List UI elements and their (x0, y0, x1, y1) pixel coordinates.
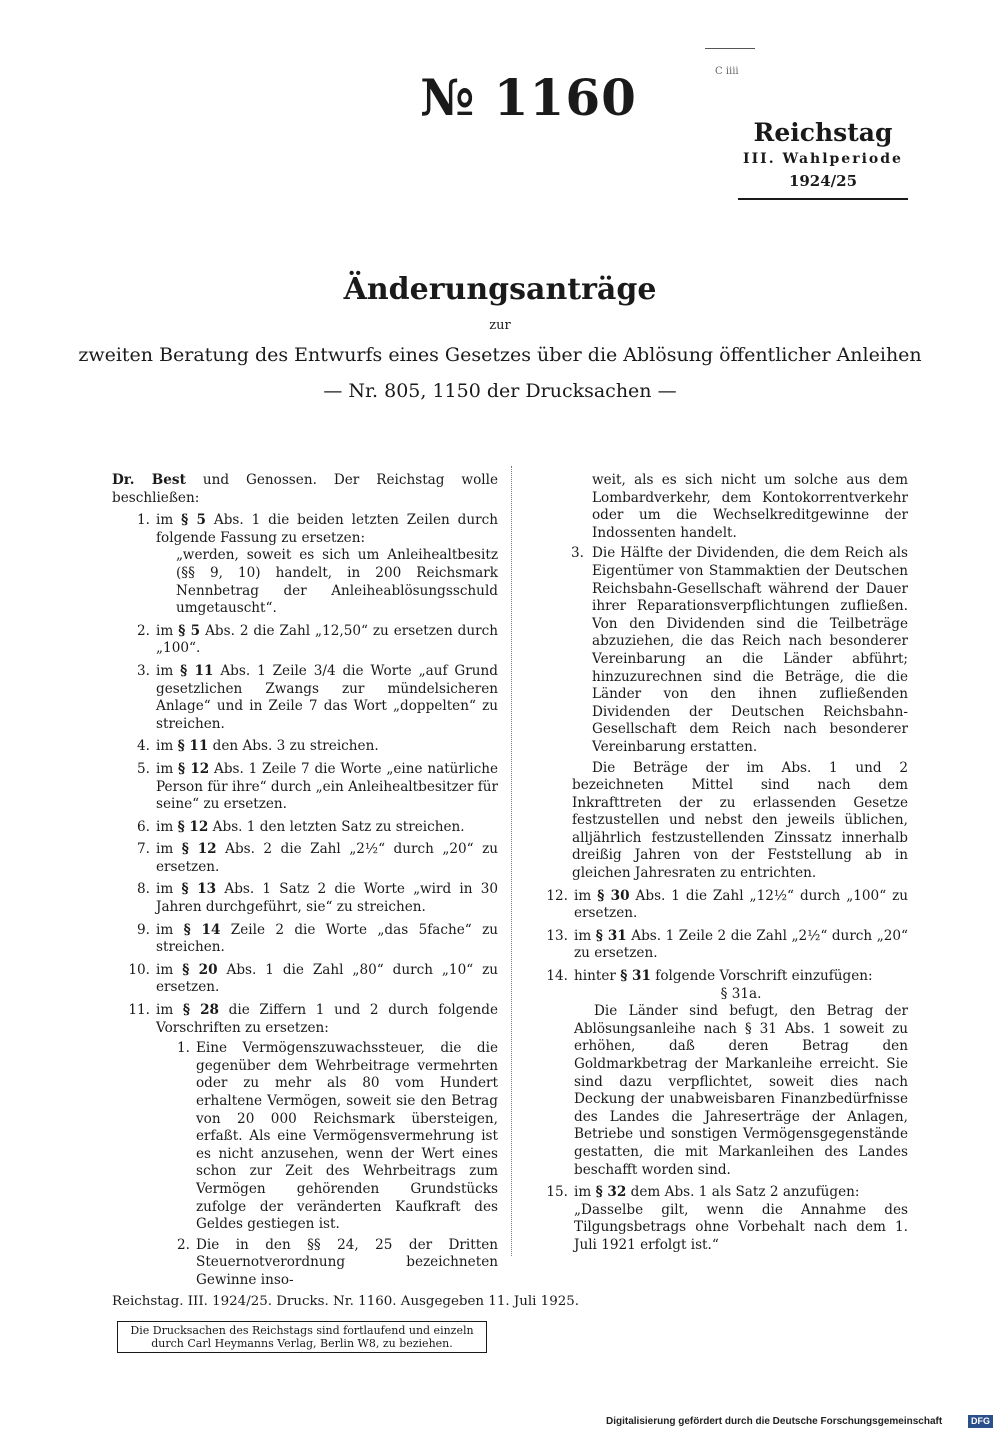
footer-imprint: Reichstag. III. 1924/25. Drucks. Nr. 1160. Ausgegeben 11. Juli 1925. (112, 1294, 580, 1309)
item-number: 12. (546, 887, 568, 904)
amendment-item: 15. im § 32 dem Abs. 1 als Satz 2 anzufügen: „Dasselbe gilt, wenn die Annahme des Tilgungsbetrags ohne Vorbehalt nach dem 1. Juli 1921 erfolgt ist.“ (530, 1184, 908, 1254)
item-number: 6. (137, 818, 150, 835)
item-number: 3. (137, 662, 150, 679)
amendment-item: 4. im § 11 den Abs. 3 zu streichen. (112, 738, 498, 756)
sub-provision: 3. Die Hälfte der Dividenden, die dem Reich als Eigentümer von Stammaktien der Deutschen Reichsbahn-Gesellschaft während der Dauer ihrer Reparationsverpflichtungen zufließen. Von den Dividenden sind die Teilbeträge abzuziehen, die das Reich nach besonderer Vereinbarung an die Länder abführt; hinzuzurechnen sind die Beträge, die die Länder von den ihnen zufließenden Dividenden der Deutschen Reichsbahn-Gesellschaft dem Reich nach besonderer Vereinbarung erstatten. (530, 545, 908, 756)
amendment-item: 12. im § 30 Abs. 1 die Zahl „12½“ durch „100“ zu ersetzen. (530, 888, 908, 923)
new-section-title: § 31a. (720, 985, 762, 1002)
amendment-item: 7. im § 12 Abs. 2 die Zahl „2½“ durch „20“ zu ersetzen. (112, 841, 498, 876)
new-section-text: Die Länder sind befugt, den Betrag der Ablösungsanleihe nach § 31 Abs. 1 soweit zu erhöhen, daß deren Betrag den Goldmarkbetrag der Markanleihe erreicht. Sie sind dazu verpflichtet, soweit dies nach Deckung der unabweisbaren Finanzbedürfnisse des Landes die Jahreserträge der Anlagen, Betriebe und sonstigen Vermögensgegenstände gestatten, die mit Markanleihen des Landes beschafft worden sind. (574, 1003, 908, 1178)
sub-number: 1. (177, 1040, 190, 1057)
sub-number: 2. (177, 1236, 190, 1253)
item-number: 1. (137, 512, 150, 529)
amendment-item: 2. im § 5 Abs. 2 die Zahl „12,50“ zu ersetzen durch „100“. (112, 623, 498, 658)
amendment-item: 14. hinter § 31 folgende Vorschrift einzufügen: § 31a. Die Länder sind befugt, den Betrag der Ablösungsanleihe nach § 31 Abs. 1 soweit zu erhöhen, daß deren Betrag den Goldmarkbetrag der Markanleihe erreicht. Sie sind dazu verpflichtet, soweit dies nach Deckung der unabweisbaren Finanzbedürfnisse des Landes die Jahreserträge der Anlagen, Betriebe und sonstigen Vermögensgegenstände gestatten, die mit Markanleihen des Landes beschafft worden sind. (530, 968, 908, 1179)
quoted-text: „Dasselbe gilt, wenn die Annahme des Tilgungsbetrags ohne Vorbehalt nach dem 1. Juli 1921 erfolgt ist.“ (574, 1201, 908, 1253)
handwritten-note: C iiii (715, 66, 739, 77)
publisher-note-line-2: durch Carl Heymanns Verlag, Berlin W8, zu beziehen. (151, 1337, 453, 1350)
electoral-period: III. Wahlperiode (743, 151, 903, 167)
section-ref: § 12 (178, 760, 210, 777)
item-number: 11. (128, 1002, 150, 1019)
section-ref: § 12 (177, 818, 209, 835)
item-number: 14. (546, 968, 568, 985)
amendment-item: 3. im § 11 Abs. 1 Zeile 3/4 die Worte „auf Grund gesetzlichen Zwangs zur mündelsicheren Anlage“ und in Zeile 7 das Wort „doppelten“ zu streichen. (112, 663, 498, 733)
column-divider (511, 466, 512, 1256)
section-ref: § 5 (181, 512, 207, 529)
item-number: 7. (137, 841, 150, 858)
item-number: 9. (137, 921, 150, 938)
publisher-note (117, 1321, 487, 1353)
section-ref: § 31 (620, 968, 651, 985)
reichstag-title: Reichstag (753, 118, 893, 147)
sub-provision: 2. Die in den §§ 24, 25 der Dritten Steuernotverordnung bezeichneten Gewinne inso- (156, 1237, 498, 1290)
funding-paragraph: Die Beträge der im Abs. 1 und 2 bezeichneten Mittel sind nach dem Inkrafttreten der zu erlassenden Gesetze festzustellen und nebst den jeweils üblichen, alljährlich festzustellenden Zinssatz innerhalb dreißig Jahren von der Feststellung ab in gleichen Jahresraten zu entrichten. (572, 759, 908, 882)
section-ref: § 13 (181, 881, 217, 898)
section-ref: § 14 (183, 921, 221, 938)
section-ref: § 12 (181, 841, 217, 858)
amendment-item: 13. im § 31 Abs. 1 Zeile 2 die Zahl „2½“ durch „20“ zu ersetzen. (530, 928, 908, 963)
page-title: Änderungsanträge (343, 272, 657, 307)
motion-author: Dr. Best (112, 472, 186, 488)
section-ref: § 28 (182, 1002, 219, 1019)
left-column (112, 472, 498, 1290)
section-ref: § 30 (597, 887, 630, 904)
motion-intro (112, 472, 498, 507)
section-ref: § 31 (595, 927, 627, 944)
subject-line-1: zweiten Beratung des Entwurfs eines Gesetzes über die Ablösung öffentlicher Anleihen (78, 344, 922, 366)
continued-text: weit, als es sich nicht um solche aus dem Lombardverkehr, dem Kontokorrentverkehr oder um die Wechselkreditgewinne der Indossenten handelt. (592, 472, 908, 541)
session-year: 1924/25 (788, 172, 858, 190)
amendment-item: 1. im § 5 Abs. 1 die beiden letzten Zeilen durch folgende Fassung zu ersetzen: „werden, soweit es sich um Anleihealtbesitz (§§ 9, 10) handelt, in 200 Reichsmark Nennbetrag der Anleiheablösungsschuld umgetauscht“. (112, 512, 498, 618)
document-number: № 1160 (420, 68, 637, 127)
item-number: 5. (137, 760, 150, 777)
item-number: 10. (128, 961, 150, 978)
amendment-item: 11. im § 28 die Ziffern 1 und 2 durch folgende Vorschriften zu ersetzen: 1. Eine Vermögenszuwachssteuer, die die gegenüber dem Wehrbeitrage vermehrten oder zu mehr als 80 vom Hundert erhaltene Vermögen, soweit sie den Betrag von 20 000 Reichsmark übersteigen, erfaßt. Als eine Vermögensvermehrung ist es nicht anzusehen, wenn der Wert eines schon zur Zeit des Wehrbeitrags zum Vermögen gehörenden Grundstücks zufolge der veränderten Kaufkraft des Geldes gestiegen ist. 2. Die in den §§ 24, 25 der Dritten Steuernotverordnung bezeichneten Gewinne inso- (112, 1002, 498, 1290)
item-number: 8. (137, 881, 150, 898)
section-ref: § 11 (177, 738, 209, 755)
amendment-item: 10. im § 20 Abs. 1 die Zahl „80“ durch „10“ zu ersetzen. (112, 962, 498, 997)
dfg-logo: DFG (968, 1415, 993, 1428)
sub-number: 3. (571, 545, 584, 562)
item-number: 2. (137, 622, 150, 639)
item-number: 13. (546, 927, 568, 944)
section-ref: § 11 (180, 662, 214, 679)
item-number: 4. (137, 738, 150, 755)
publisher-note-line-1: Die Drucksachen des Reichstags sind fortlaufend und einzeln (130, 1324, 474, 1337)
amendment-item: 6. im § 12 Abs. 1 den letzten Satz zu streichen. (112, 819, 498, 837)
header-rule (738, 198, 908, 200)
item-number: 15. (546, 1184, 568, 1201)
section-ref: § 32 (595, 1184, 627, 1201)
pen-mark (705, 48, 755, 49)
sub-provision: 1. Eine Vermögenszuwachssteuer, die die gegenüber dem Wehrbeitrage vermehrten oder zu mehr als 80 vom Hundert erhaltene Vermögen, soweit sie den Betrag von 20 000 Reichsmark übersteigen, erfaßt. Als eine Vermögensvermehrung ist es nicht anzusehen, wenn der Wert eines schon zur Zeit des Wehrbeitrags zum Vermögen gehörenden Grundstücks zufolge der veränderten Kaufkraft des Geldes gestiegen ist. (156, 1040, 498, 1234)
section-ref: § 20 (182, 961, 218, 978)
title-connector: zur (489, 318, 511, 333)
right-column (530, 472, 908, 1255)
digitization-credit: Digitalisierung gefördert durch die Deutsche Forschungsgemeinschaft (606, 1416, 943, 1427)
amendment-item: 9. im § 14 Zeile 2 die Worte „das 5fache“ zu streichen. (112, 922, 498, 957)
quoted-text: „werden, soweit es sich um Anleihealtbesitz (§§ 9, 10) handelt, in 200 Reichsmark Nennbetrag der Anleiheablösungsschuld umgetauscht“. (176, 547, 498, 617)
amendment-item: 8. im § 13 Abs. 1 Satz 2 die Worte „wird in 30 Jahren durchgeführt, sie“ zu streichen. (112, 881, 498, 916)
motion-intro-text: und Genossen. Der Reichstag wolle beschließen: (112, 472, 498, 506)
amendment-item: 5. im § 12 Abs. 1 Zeile 7 die Worte „eine natürliche Person für ihre“ durch „ein Anleihealtbesitzer für seine“ zu ersetzen. (112, 761, 498, 814)
subject-line-2: — Nr. 805, 1150 der Drucksachen — (323, 380, 677, 402)
section-ref: § 5 (178, 622, 201, 639)
reichstag-block (738, 118, 908, 200)
